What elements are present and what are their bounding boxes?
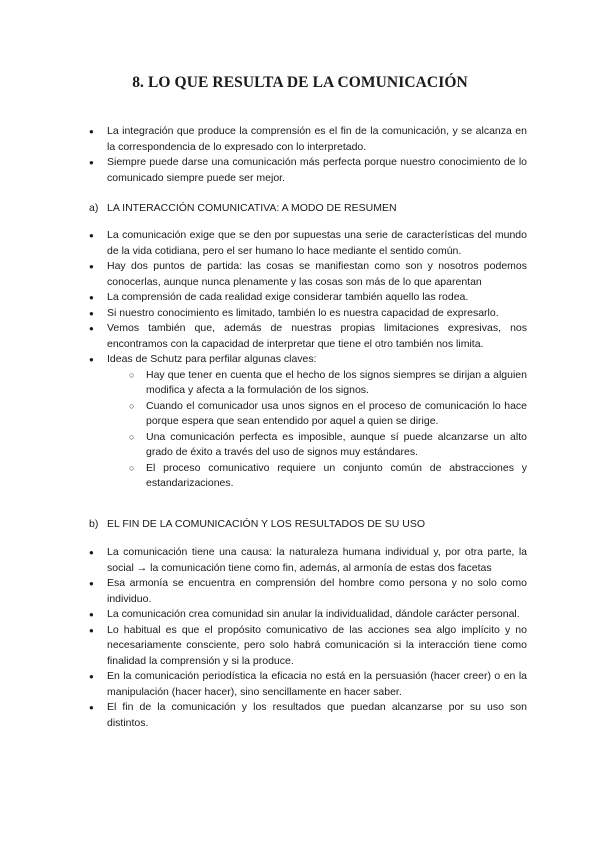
section-a-marker: a) [89,202,99,214]
list-item: ● En la comunicación periodística la eficacia no está en la persuasión (hacer creer) o en la manipulación (hacer hacer), sino sencillamente en hacer saber. [89,669,527,700]
intro-bullet-list [89,124,527,186]
list-item: ● Hay dos puntos de partida: las cosas se manifiestan como son y nosotros podemos conocerlas, aunque nunca plenamente y las cosas son más de lo que aparentan [89,259,527,290]
section-b-heading [89,517,425,533]
section-a-heading [89,201,397,217]
list-item: ● Siempre puede darse una comunicación más perfecta porque nuestro conocimiento de lo comunicado siempre puede ser mejor. [89,155,527,186]
list-item: ● Vemos también que, además de nuestras propias limitaciones expresivas, nos encontramos con la capacidad de interpretar que tiene el otro también nos limita. [89,321,527,352]
list-item: ● Esa armonía se encuentra en comprensión del hombre como persona y no solo como individuo. [89,576,527,607]
list-item: ● La integración que produce la comprensión es el fin de la comunicación, y se alcanza en la correspondencia de lo expresado con lo interpretado. [89,124,527,155]
sublist-item: ○ Cuando el comunicador usa unos signos en el proceso de comunicación lo hace porque espera que sean entendido por aquel a quien se dirige. [129,399,527,430]
list-item [89,352,527,492]
section-b-heading-text: EL FIN DE LA COMUNICACIÓN Y LOS RESULTADOS DE SU USO [107,518,425,530]
list-item: ● El fin de la comunicación y los resultados que puedan alcanzarse por su uso son distintos. [89,700,527,731]
schutz-sublist [107,368,527,492]
list-item: ● Lo habitual es que el propósito comunicativo de las acciones sea algo implícito y no necesariamente consciente, pero solo habrá comunicación si la interacción tiene como finalidad la comprensión y si la produce. [89,623,527,670]
section-a-bullet-list [89,228,527,492]
sublist-item: ○ Hay que tener en cuenta que el hecho de los signos siempres se dirijan a alguien modifica y afecta a la formulación de los signos. [129,368,527,399]
list-item: ● La comunicación crea comunidad sin anular la individualidad, dándole carácter personal. [89,607,527,623]
list-item: ● La comunicación exige que se den por supuestas una serie de características del mundo de la vida cotidiana, pero el ser humano lo hace mediante el sentido común. [89,228,527,259]
sublist-item: ○ Una comunicación perfecta es imposible, aunque sí puede alcanzarse un alto grado de éxito a través del uso de signos muy estándares. [129,430,527,461]
list-item: ● La comprensión de cada realidad exige considerar también aquello las rodea. [89,290,527,306]
section-a-heading-text: LA INTERACCIÓN COMUNICATIVA: A MODO DE RESUMEN [107,202,397,214]
page-title: 8. LO QUE RESULTA DE LA COMUNICACIÓN [132,74,468,91]
sublist-item: ○ El proceso comunicativo requiere un conjunto común de abstracciones y estandarizaciones. [129,461,527,492]
section-b-marker: b) [89,518,99,530]
list-item: ● La comunicación tiene una causa: la naturaleza humana individual y, por otra parte, la social → la comunicación tiene como fin, además, al armonía de estas dos facetas [89,545,527,576]
list-item-text: Ideas de Schutz para perfilar algunas claves: [107,353,317,365]
list-item: ● Si nuestro conocimiento es limitado, también lo es nuestra capacidad de expresarlo. [89,306,527,322]
section-b-bullet-list [89,545,527,731]
